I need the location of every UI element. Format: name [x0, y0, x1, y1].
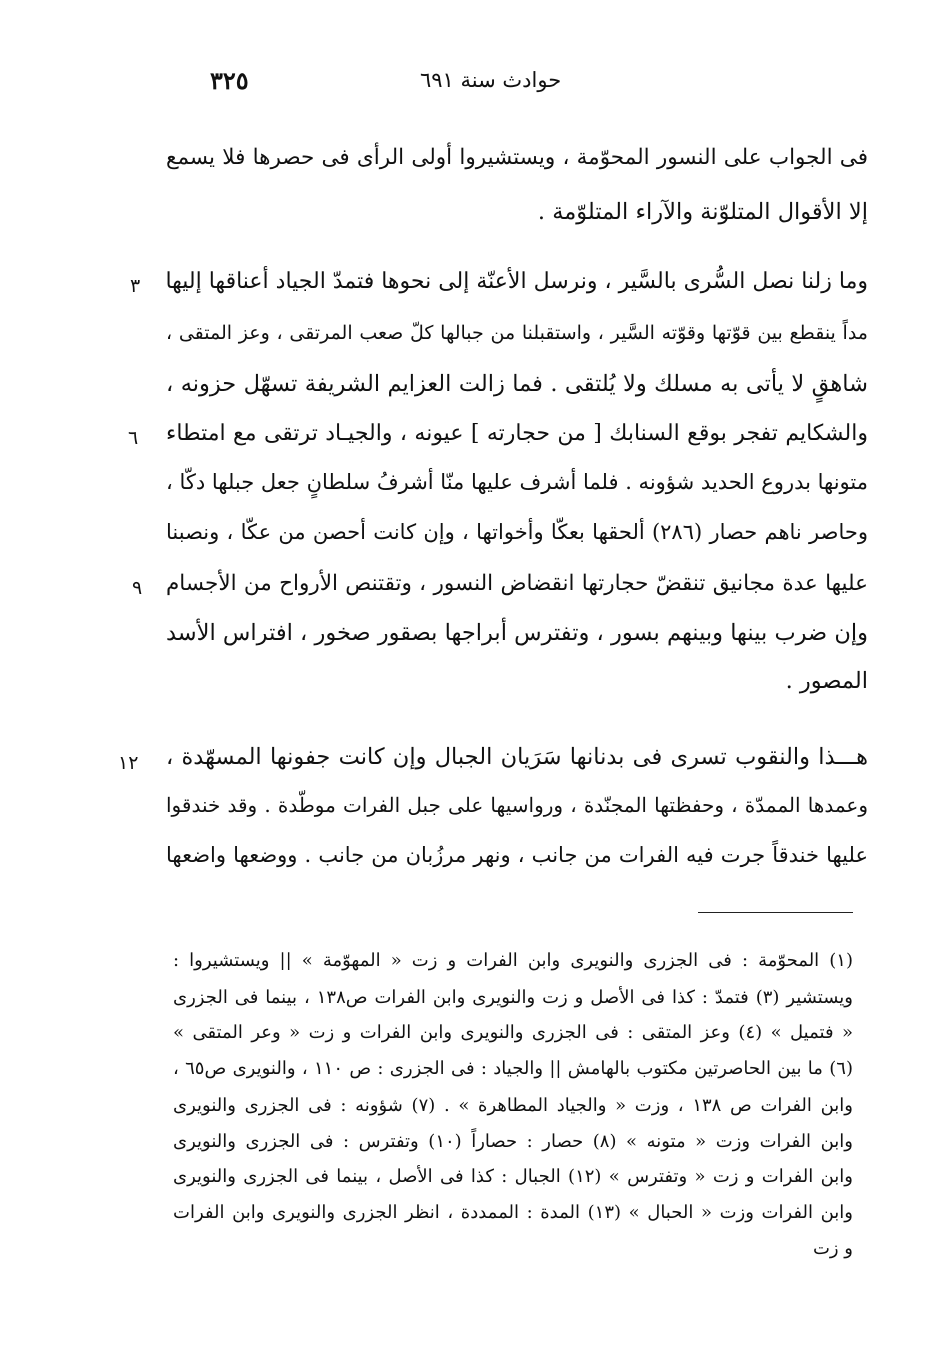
text-line: المصور . [785, 668, 868, 694]
page-header [150, 66, 850, 102]
footnote-line: « فتميل » (٤) وعز المتقى : فى الجزرى والنويرى وابن الفرات و زت « وعر المتقى » [173, 1022, 854, 1043]
footnote-line: وابن الفرات وزت « الحبال » (١٣) المدة : الممددة ، انظر الجزرى والنويرى وابن الفرات [173, 1202, 853, 1223]
text-line: متونها بدروع الحديد شؤونه . فلما أشرف عليها منّا أشرفُ سلطانٍ جعل جبلها دكّا ، [165, 470, 868, 494]
text-line: وعمدها الممدّة ، وحفظتها المجنّدة ، ورواسيها على جبل الفرات موطّدة . وقد خندقوا [166, 793, 868, 817]
text-line: شاهقٍ لا يأتى به مسلك ولا يُلتقى . فما زالت العزايم الشريفة تسهّل حزونه ، [166, 371, 868, 397]
footnote-line: و زت [812, 1238, 853, 1259]
footnote-separator [698, 912, 853, 913]
footnote-line: وابن الفرات ص ١٣٨ ، وزت « والجياد المطاهرة » . (٧) شؤونه : فى الجزرى والنويرى [173, 1095, 853, 1116]
line-number-9: ٩ [132, 577, 143, 599]
line-number-3: ٣ [130, 275, 141, 297]
text-line: وما زلنا نصل السُّرى بالسَّير ، ونرسل الأعنّة إلى نحوها فتمدّ الجياد أعناقها إليها [165, 269, 868, 294]
text-line: والشكايم تفجر بوقع السنابك [ من حجارته ] عيونه ، والجيـاد ترتقى مع امتطاء [166, 421, 868, 446]
text-line: وحاصر ناهم حصار (٢٨٦) ألحقها بعكّا وأخواتها ، وإن كانت أحصن من عكّا ، ونصبنا [166, 520, 868, 544]
text-line: إلا الأقوال المتلوّنة والآراء المتلوّمة . [537, 199, 868, 225]
line-number-12: ١٢ [118, 752, 139, 774]
text-line: وإن ضرب بينها وبينهم بسور ، وتفترس أبراجها بصقور صخور ، افتراس الأسد [166, 620, 868, 646]
text-line: عليها خندقاً جرت فيه الفرات من جانب ، ونهر مرزُبان من جانب . ووضعها واضعها [166, 843, 868, 867]
text-line: مداً ينقطع بين قوّتها وقوّته السَّير ، واستقبلنا من جبالها كلّ صعب المرتقى ، وعز المتقى ، [166, 322, 868, 344]
text-line: فى الجواب على النسور المحوّمة ، ويستشيروا أولى الرأى فى حصرها فلا يسمع [166, 145, 868, 170]
footnote-line: وابن الفرات وزت « متونه » (٨) حصار : حصاراً (١٠) وتفترس : فى الجزرى والنويرى [173, 1131, 853, 1152]
running-title: حوادث سنة ٦٩١ [420, 68, 562, 92]
footnote-line: (٦) ما بين الحاصرتين مكتوب بالهامش || والجياد : فى الجزرى : ص ١١٠ ، والنويرى ص٦٥ ، [173, 1058, 853, 1079]
footnote-line: ويستشير (٣) فتمدّ : كذا فى الأصل و زت والنويرى وابن الفرات ص١٣٨ ، بينما فى الجزرى [173, 987, 853, 1008]
footnote-line: وابن الفرات و زت « وتفترس » (١٢) الجبال : كذا فى الأصل ، بينما فى الجزرى والنويرى [173, 1166, 853, 1187]
line-number-6: ٦ [128, 427, 139, 449]
footnote-line: (١) المحوّمة : فى الجزرى والنويرى وابن الفرات و زت « المهوّمة » || ويستشيروا : [173, 950, 853, 971]
text-line: هـــذا والنقوب تسرى فى بدنانها سَرَيان الجبال وإن كانت جفونها المسهّدة ، [166, 744, 868, 770]
text-line: عليها عدة مجانيق تنقضّ حجارتها انقضاض النسور ، وتقتنص الأرواح من الأجسام [166, 571, 868, 596]
page-number: ٣٢٥ [210, 66, 249, 95]
